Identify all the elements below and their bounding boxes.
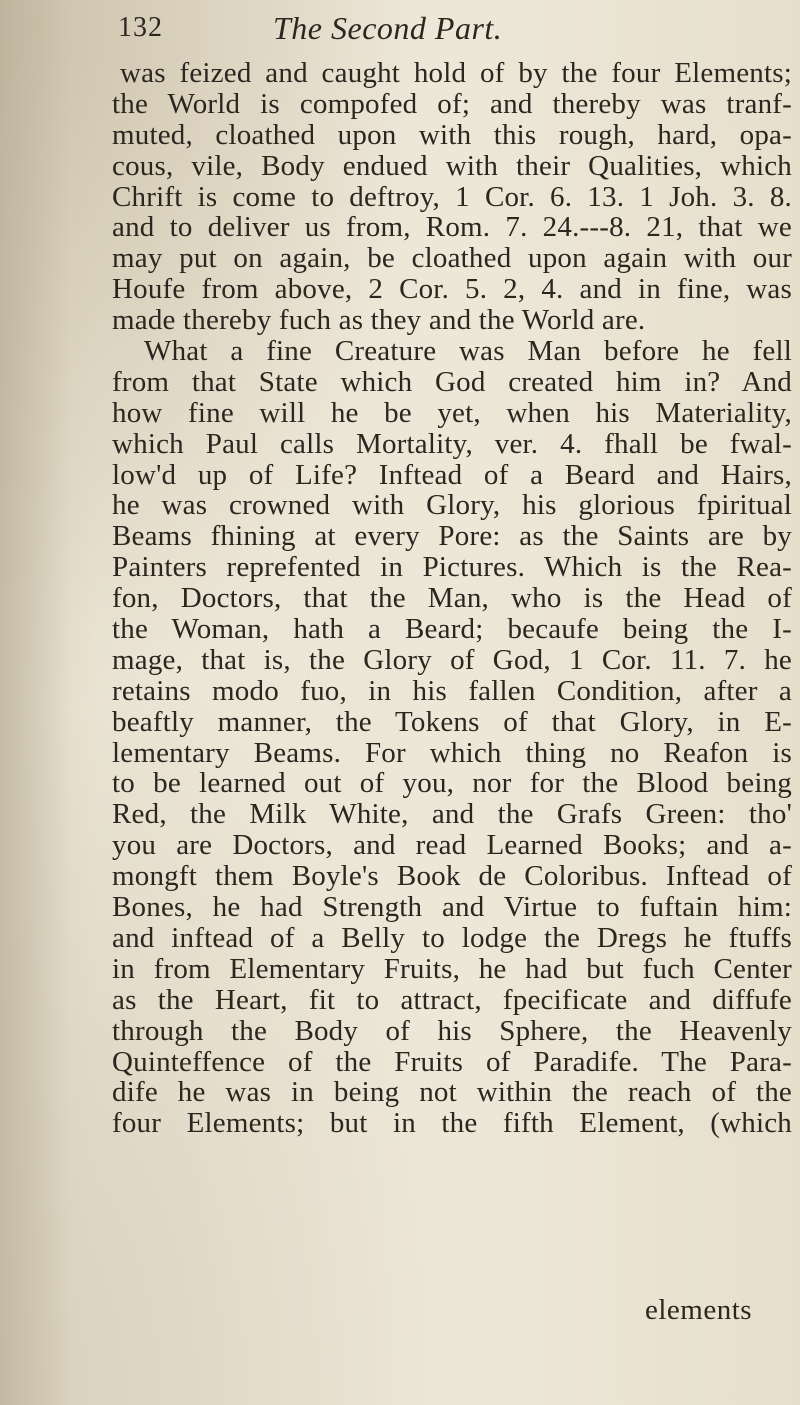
text-line: beaftly manner, the Tokens of that Glory, in E- [112,705,792,738]
page-number: 132 [118,12,163,43]
body-text [112,58,792,1139]
text-line: and to deliver us from, Rom. 7. 24.---8. 21, that we [112,211,792,244]
text-line: was feized and caught hold of by the four Elements; [120,57,792,89]
text-line: may put on again, be cloathed upon again with our [112,242,792,275]
text-line: cous, vile, Body endued with their Qualities, which [112,149,792,182]
text-line: low'd up of Life? Inftead of a Beard and Hairs, [112,458,792,491]
text-line: through the Body of his Sphere, the Heavenly [112,1014,792,1047]
binding-shadow [0,0,70,1405]
text-line: from that State which God created him in? And [112,365,792,398]
text-line: the Woman, hath a Beard; becaufe being the I- [112,613,792,646]
text-line: the World is compofed of; and thereby was tranf- [112,87,792,120]
text-line: Beams fhining at every Pore: as the Saints are by [112,520,792,553]
text-line: as the Heart, fit to attract, fpecificate and diffufe [112,983,792,1016]
text-line: which Paul calls Mortality, ver. 4. fhall be fwal- [112,427,792,460]
text-line: made thereby fuch as they and the World are. [112,304,646,337]
text-line: he was crowned with Glory, his glorious fpiritual [112,489,792,522]
text-line: dife he was in being not within the reach of the [112,1076,792,1109]
running-title: The Second Part. [273,10,503,46]
catchword: elements [645,1294,753,1326]
text-line: mongft them Boyle's Book de Coloribus. Inftead of [112,860,792,893]
text-line: retains modo fuo, in his fallen Condition, after a [112,674,792,707]
text-line: muted, cloathed upon with this rough, hard, opa- [112,118,792,151]
text-line: Bones, he had Strength and Virtue to fuftain him: [112,891,792,924]
text-line: how fine will he be yet, when his Materiality, [112,396,792,429]
text-line: to be learned out of you, nor for the Blood being [112,767,792,800]
text-line: fon, Doctors, that the Man, who is the Head of [112,582,792,615]
text-line: Quinteffence of the Fruits of Paradife. The Para- [112,1045,792,1078]
text-line: Painters reprefented in Pictures. Which is the Rea- [112,551,792,584]
text-line: four Elements; but in the fifth Element, (which [112,1107,792,1140]
text-line: and inftead of a Belly to lodge the Dregs he ftuffs [112,921,792,954]
text-line: What a fine Creature was Man before he fell [144,335,792,368]
text-line: you are Doctors, and read Learned Books; and a- [112,829,792,862]
text-line: mage, that is, the Glory of God, 1 Cor. 11. 7. he [112,643,792,676]
text-line: Houfe from above, 2 Cor. 5. 2, 4. and in fine, was [112,273,792,306]
text-line: Red, the Milk White, and the Grafs Green: tho' [112,798,792,831]
text-line: lementary Beams. For which thing no Reafon is [112,736,792,769]
text-line: in from Elementary Fruits, he had but fuch Center [112,952,792,985]
page-header [118,12,718,52]
text-line: Chrift is come to deftroy, 1 Cor. 6. 13. 1 Joh. 3. 8. [112,180,792,213]
